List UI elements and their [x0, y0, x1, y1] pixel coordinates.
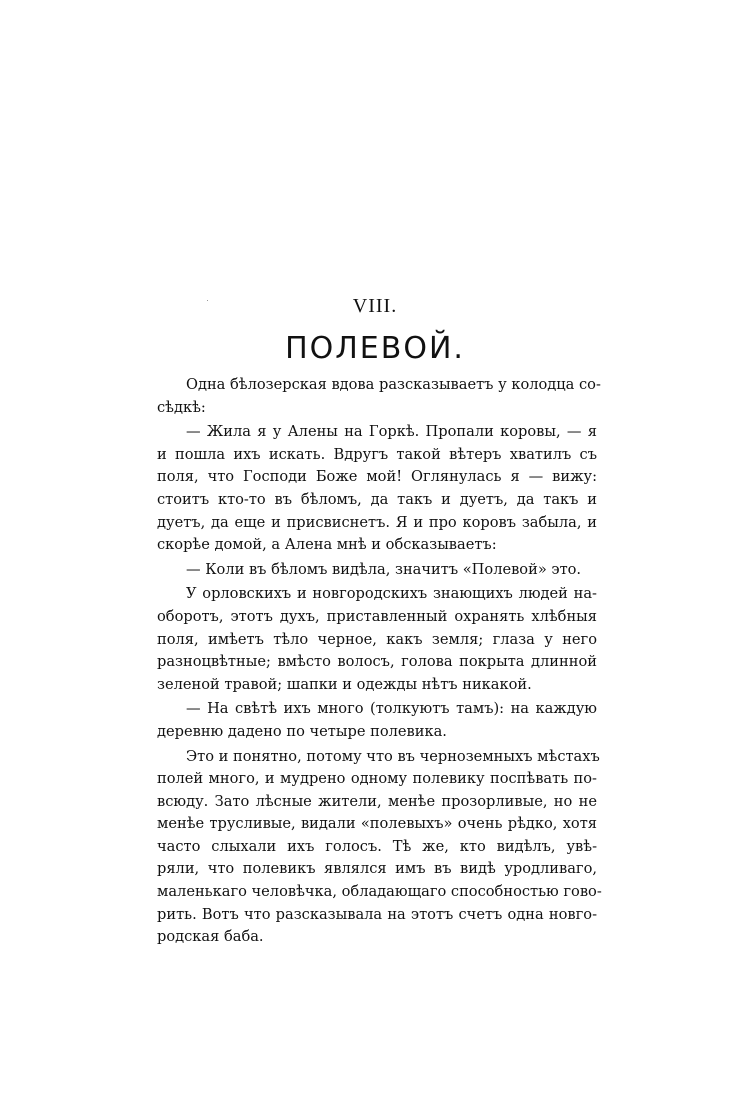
- text-line: — Коли въ бѣломъ видѣла, значитъ «Полевой» это.: [186, 560, 582, 578]
- text-line: деревню дадено по четыре полевика.: [157, 722, 447, 740]
- chapter-number: VIII.: [352, 295, 398, 317]
- text-line: — Жила я у Алены на Горкѣ. Пропали коровы, — я: [186, 423, 597, 441]
- text-line: зеленой травой; шапки и одежды нѣтъ никакой.: [157, 675, 532, 693]
- paragraph: [157, 374, 601, 419]
- text-line: полей много, и мудрено одному полевику поспѣвать по-: [157, 770, 597, 788]
- text-line: менѣе трусливые, видали «полевыхъ» очень рѣдко, хотя: [157, 815, 597, 833]
- paragraph: [157, 746, 602, 949]
- text-line: стоитъ кто-то въ бѣломъ, да такъ и дуетъ, да такъ и: [157, 490, 597, 508]
- text-line: — На свѣтѣ ихъ много (толкуютъ тамъ): на каждую: [186, 700, 597, 718]
- paragraph: [157, 698, 597, 743]
- text-line: У орловскихъ и новгородскихъ знающихъ людей на-: [186, 585, 597, 603]
- text-line: поля, имѣетъ тѣло черное, какъ земля; глаза у него: [157, 630, 597, 648]
- text-line: скорѣе домой, а Алена мнѣ и обсказываетъ:: [157, 536, 497, 554]
- body-text: [157, 374, 602, 949]
- chapter-title: ПОЛЕВОЙ.: [285, 331, 465, 366]
- text-line: оборотъ, этотъ духъ, приставленный охранять хлѣбныя: [157, 607, 597, 625]
- text-line: дуетъ, да еще и присвиснетъ. Я и про коровъ забыла, и: [157, 513, 597, 531]
- text-line: всюду. Зато лѣсные жители, менѣе прозорливые, но не: [157, 792, 597, 810]
- text-line: Одна бѣлозерская вдова разсказываетъ у колодца со-: [186, 376, 601, 393]
- paragraph: [157, 421, 597, 557]
- text-line: поля, что Господи Боже мой! Оглянулась я — вижу:: [157, 468, 597, 486]
- text-line: маленькаго человѣчка, обладающаго способностью гово-: [157, 883, 602, 901]
- text-line: и пошла ихъ искать. Вдругъ такой вѣтеръ хватилъ съ: [157, 445, 597, 463]
- text-line: ряли, что полевикъ являлся имъ въ видѣ уродливаго,: [157, 860, 597, 878]
- paragraph: [157, 583, 597, 696]
- text-line: разноцвѣтные; вмѣсто волосъ, голова покрыта длинной: [157, 653, 597, 671]
- text-line: часто слыхали ихъ голосъ. Тѣ же, кто видѣлъ, увѣ-: [157, 837, 597, 855]
- text-line: сѣдкѣ:: [157, 398, 206, 416]
- paragraph: [157, 559, 597, 582]
- text-line: Это и понятно, потому что въ черноземныхъ мѣстахъ: [186, 747, 600, 765]
- text-line: родская баба.: [157, 928, 264, 946]
- text-line: рить. Вотъ что разсказывала на этотъ счетъ одна новго-: [157, 905, 597, 923]
